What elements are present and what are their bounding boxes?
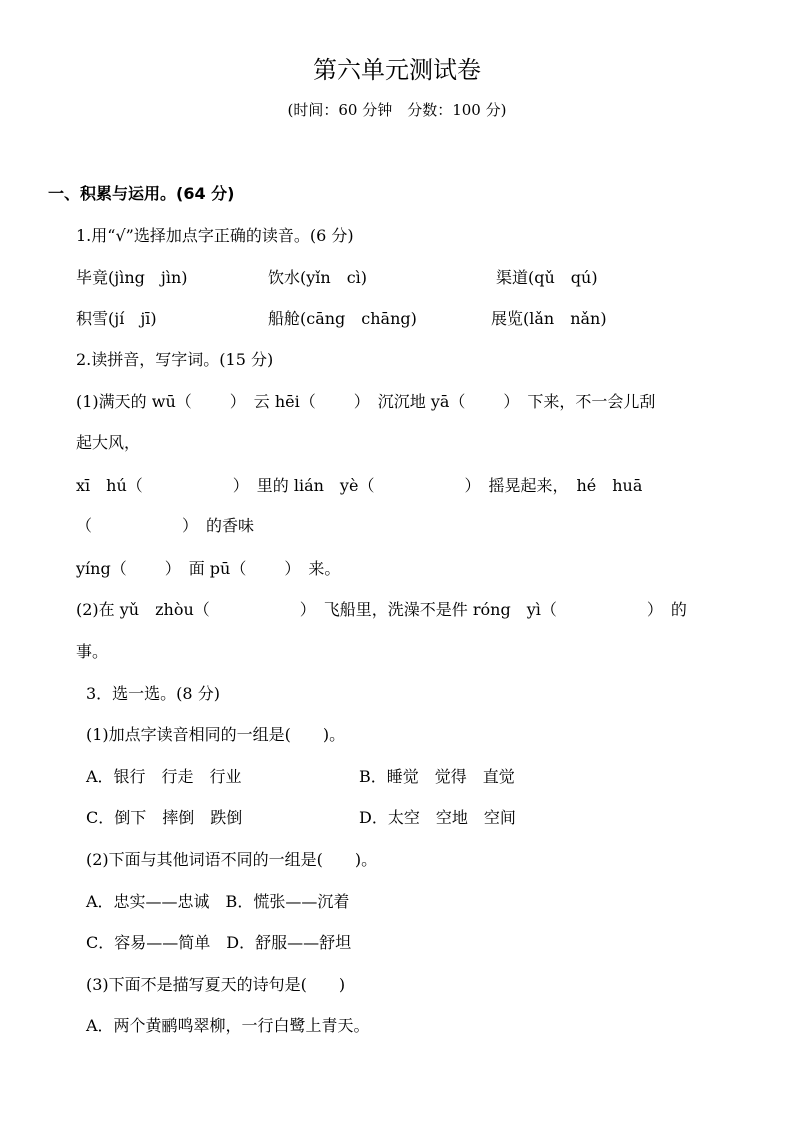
q2-line (76, 559, 340, 579)
q2-line (76, 476, 642, 496)
q2-text: ） 下来，不一会儿刮 (503, 392, 656, 411)
q2-text: (1)满天的 wū（ (76, 392, 192, 411)
q3-option: D．太空 空地 空间 (359, 808, 516, 827)
q2-text: ） 的香味 (182, 516, 255, 535)
q2-line (76, 392, 655, 412)
q2-text: ） 飞船里，洗澡不是件 róng yì（ (299, 600, 557, 619)
q1-item: 展览(lǎn nǎn) (491, 309, 607, 328)
q2-text: ） 来。 (284, 559, 341, 578)
q2-line (76, 600, 687, 620)
q3-option: B．睡觉 觉得 直觉 (359, 767, 515, 786)
q2-text: ） 摇晃起来， hé huā (464, 476, 643, 495)
q3-sub-question: (2)下面与其他词语不同的一组是( )。 (86, 850, 378, 869)
q2-text: yíng（ (76, 559, 127, 578)
page-title: 第六单元测试卷 (313, 56, 481, 84)
q2-text: ） 里的 lián yè（ (232, 476, 375, 495)
q3-sub-question: (3)下面不是描写夏天的诗句是( ) (86, 975, 346, 994)
section-heading: 一、积累与运用。(64 分) (48, 184, 235, 203)
q2-text: ） 的 (646, 600, 687, 619)
q2-text: xī hú（ (76, 476, 143, 495)
q2-text: ） 面 pū（ (164, 559, 247, 578)
q3-sub-question: (1)加点字读音相同的一组是( )。 (86, 725, 346, 744)
q1-item: 毕竟(jìng jìn) (76, 268, 188, 287)
q2-text: ） 云 hēi（ (229, 392, 316, 411)
q1-item: 船舱(cāng chāng) (268, 309, 417, 328)
q2-text: 事。 (76, 642, 109, 661)
q2-line (76, 516, 254, 536)
q3-option: C．容易——简单 D．舒服——舒坦 (86, 933, 352, 952)
q2-text: （ (76, 516, 93, 535)
q3-option: A．两个黄鹂鸣翠柳，一行白鹭上青天。 (86, 1016, 370, 1035)
q2-text: 起大风， (76, 433, 141, 452)
q2-text: (2)在 yǔ zhòu（ (76, 600, 210, 619)
q1-item: 积雪(jí jī) (76, 309, 157, 328)
q2-text: ） 沉沉地 yā（ (353, 392, 466, 411)
q2-stem: 2.读拼音，写字词。(15 分) (76, 350, 274, 369)
exam-info: (时间：60 分钟 分数：100 分) (287, 101, 507, 119)
q1-item: 渠道(qǔ qú) (496, 268, 598, 287)
q3-option: A．银行 行走 行业 (86, 767, 242, 786)
q1-stem: 1.用“√”选择加点字正确的读音。(6 分) (76, 226, 354, 245)
q3-option: C．倒下 摔倒 跌倒 (86, 808, 243, 827)
q3-stem: 3．选一选。(8 分) (86, 684, 220, 703)
q1-item: 饮水(yǐn cì) (268, 268, 368, 287)
q3-option: A．忠实——忠诚 B．慌张——沉着 (86, 892, 350, 911)
